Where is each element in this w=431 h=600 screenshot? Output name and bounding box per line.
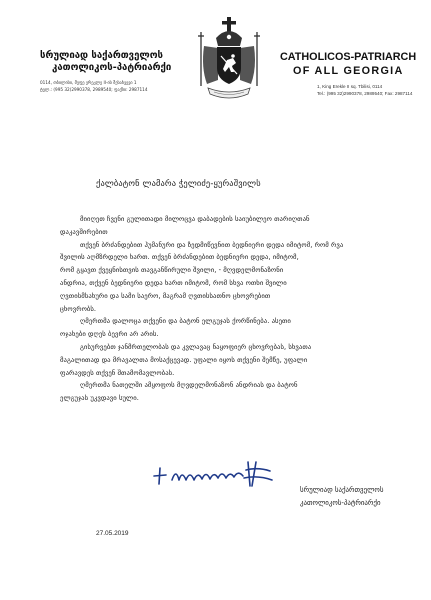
body-line: რომ გყავთ ქვეყნისთვის თავგანწირული შვილი, - მღვდელმონაზონი bbox=[60, 266, 284, 275]
body-line: ღმერთმა დალოცა თქვენი და ბატონ ელგუჯას ქორწინება. ასეთი bbox=[80, 317, 291, 326]
letter-date: 27.05.2019 bbox=[96, 530, 129, 537]
body-line: მიიღეთ ჩვენი გულითადი მილოცვა დაბადების საიუბილეო თარიღთან bbox=[80, 215, 310, 223]
addressee-line: ქალბატონ ლამარა ჭელიძე-ყურაშვილს bbox=[96, 178, 261, 188]
letterhead-georgian-address bbox=[40, 80, 180, 93]
body-line: ოჯახები დღეს ბევრი არ არის. bbox=[60, 330, 159, 339]
letterhead-georgian bbox=[40, 50, 180, 93]
body-line: ფარავდეს თქვენ შთამომავლობას. bbox=[60, 368, 175, 377]
body-line: ელგუჯას უკვდავი სული. bbox=[60, 394, 139, 403]
letterhead-english-title bbox=[280, 51, 420, 78]
body-line: ღვთისმსახური და სამი საერო, მაგრამ ღვთისსათნო ცხოვრებით bbox=[60, 291, 271, 300]
signature-title-line: სრულიად საქართველოს bbox=[300, 486, 384, 494]
letterhead-georgian-title-line: სრულიად საქართველოს bbox=[40, 50, 163, 61]
handwritten-signature-icon bbox=[148, 458, 278, 490]
letterhead-english-address-line: 1, King Erekle II sq. Tbilisi, 0114 bbox=[317, 84, 383, 89]
body-line: გისურვებთ ჯანმრთელობას და კვლავაც ნაყოფიერ ცხოვრებას, სხვათა bbox=[80, 342, 312, 351]
body-line: ანდრია, თქვენ ბედნიერი დედა ხართ იმიტომ, რომ სხვა ოთხი შვილი bbox=[60, 278, 287, 287]
letterhead-georgian-title-line: კათოლიკოს-პატრიარქი bbox=[52, 62, 172, 73]
letterhead-georgian-address-line: ტელ.: (995 32)2990378, 2989540; ფაქსი: 2987114 bbox=[40, 86, 148, 92]
letterhead-georgian-title bbox=[40, 50, 180, 74]
body-line: დაკავშირებით bbox=[60, 227, 108, 236]
body-line: მაგალითად და მრავალთა მოსაქცევად. უფალი იყოს თქვენი შემწე, უფალი bbox=[60, 355, 308, 364]
body-line: ცხოვრობს. bbox=[60, 304, 97, 313]
letterhead-english bbox=[280, 51, 420, 97]
letterhead-georgian-address-line: 0114, თბილისი, მეფე ერეკლე II-ის შესახვევი 1 bbox=[40, 80, 137, 85]
letter-body bbox=[60, 213, 390, 405]
body-line: ღმერთმა ნათელში ამყოფოს მღვდელმონაზონ ანდრიას და ბატონ bbox=[80, 381, 298, 390]
letterhead-english-title-line: CATHOLICOS-PATRIARCH bbox=[280, 51, 417, 63]
patriarchal-coat-of-arms-icon bbox=[196, 16, 262, 102]
letterhead-english-title-line: OF ALL GEORGIA bbox=[293, 64, 404, 77]
letterhead-english-address-line: Tel.: (995 32)2990378, 2989540; Fax: 2987114 bbox=[317, 90, 413, 96]
signature-title-line: კათოლიკოს-პატრიარქი bbox=[300, 498, 381, 507]
body-line: თქვენ ბრძანდებით ჰუმანური და ზედმიწევნით ბედნიერი დედა იმიტომ, რომ რვა bbox=[80, 240, 344, 249]
body-line: შვილის აღმზრდელი ხართ. თქვენ ბრძანდებით ბედნიერი დედა, იმიტომ, bbox=[60, 253, 299, 262]
letterhead-english-address bbox=[280, 84, 420, 97]
signature-title bbox=[300, 484, 383, 510]
